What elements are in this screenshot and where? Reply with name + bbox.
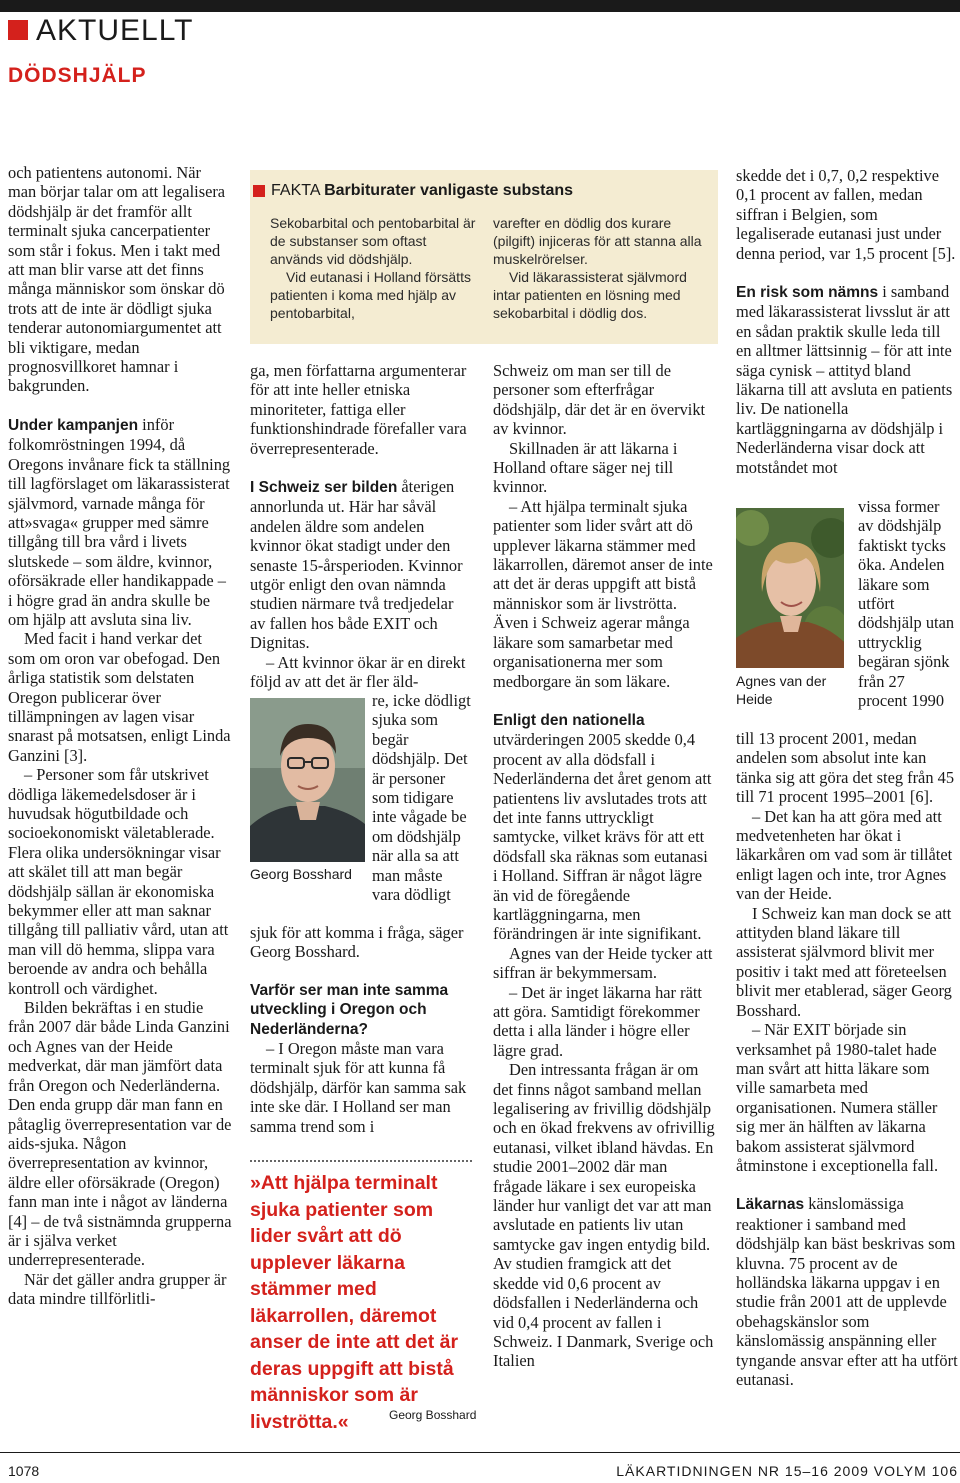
paragraph-text: återigen annorlunda ut. Här har såväl andelen äldre som andelen kvinnor ökat stadigt under den senaste 15-årsperioden. Kvinnor utgör enligt den ovan nämnda studien närmare två tredjedelar av fallen hos både EXIT och Dignitas.: [250, 477, 463, 653]
paragraph-text: känslomässiga reaktioner i samband med dödshjälp kan bäst beskrivas som kluvna. 75 procent av de holländska läkarna uppgav i en studie från 2001 att de upplevde obehagskänslor som känslomässig anspänning eller tyngande ansvar efter att ha utfört eutanasi.: [736, 1194, 958, 1389]
fact-paragraph: Vid eutanasi i Holland försätts patienten i koma med hjälp av pentobarbital,: [270, 269, 471, 321]
top-rule: [0, 0, 960, 12]
column-3: [493, 361, 715, 1371]
paragraph: Bilden bekräftas i en studie från 2007 där både Linda Ganzini och Agnes van der Heide medverkat, där man jämfört data från Oregon och Nederländerna. Den enda grupp där man fann en påtaglig överrepresentation var de aids-sjuka. Någon överrepresentation av kvinnor, äldre eller oförsäkrade (Oregon) fann man inte i något av länderna [4] – de två sistnämnda grupperna är i själva verket underrepresenterade.: [8, 998, 232, 1270]
paragraph: Agnes van der Heide tycker att siffran är bekymmersam.: [493, 943, 713, 983]
paragraph: och patientens autonomi. När man börjar talar om att legalisera dödshjälp är det framför allt terminalt sjuka cancerpatienter som står i fokus. Men i takt med att man blir varse att det finns många människor som önskar dö trots att de inte är dödligt sjuka tenderar autonomiargumentet att bli viktigare, medan prognosvillkoret hamnar i bakgrunden.: [8, 163, 226, 396]
column-2-wrap: [372, 691, 472, 904]
journal-issue: LÄKARTIDNINGEN NR 15–16 2009 VOLYM 106: [616, 1463, 958, 1479]
fact-label: FAKTA: [271, 182, 320, 199]
paragraph: – När EXIT började sin verksamhet på 1980-talet hade man svårt att hitta läkare som ville samarbeta med organisationen. Numera ställer sig mer än hälften av läkarna bakom assisterat självmord åtminstone i exceptionella fall.: [736, 1020, 939, 1175]
column-1: [8, 163, 232, 1309]
column-2: [250, 361, 472, 692]
article-kicker: DÖDSHJÄLP: [8, 64, 147, 87]
paragraph-lead: I Schweiz ser bilden: [250, 479, 398, 497]
paragraph: [736, 1194, 958, 1389]
column-4-wrap: [858, 497, 958, 710]
fact-column-right: [493, 214, 703, 322]
paragraph-text: i samband med läkarassisterat livsslut är att en sådan praktik skulle leda till en alltmer lättsinnig – för att inte säga cynisk – attityd bland läkarna till att avsluta en patients liv. De nationella kartläggningarna av dödshjälp i Nederländerna visar dock att motståndet mot: [736, 282, 953, 477]
paragraph: sjuk för att komma i fråga, säger Georg Bosshard.: [250, 923, 464, 962]
photo-georg-bosshard: [250, 698, 365, 862]
paragraph: Skillnaden är att läkarna i Holland oftare säger nej till kvinnor.: [493, 438, 678, 497]
paragraph: [736, 282, 958, 477]
paragraph: Med facit i hand verkar det som om oron var obefogad. Den årliga statistik som delstaten Oregon publicerar över tillämpningen av lagen visar snarast på motsatsen, enligt Linda Ganzini [3].: [8, 629, 231, 765]
fact-column-left: [270, 214, 480, 322]
paragraph: – Att kvinnor ökar är en direkt följd av att det är fler äld-: [250, 652, 466, 692]
footer-rule: [0, 1452, 960, 1453]
fact-box: [250, 170, 718, 344]
section-title: AKTUELLT: [36, 14, 194, 47]
fact-paragraph: varefter en dödlig dos kurare (pilgift) injiceras för att stanna alla muskelrörelser.: [493, 215, 702, 267]
fact-box-header: [250, 180, 573, 202]
column-2-continued: [250, 923, 472, 1136]
column-4-continued: [736, 729, 958, 1389]
paragraph-text: inför folkomröstningen 1994, då Oregons invånare fick ta ställning till lagförslaget om läkarassisterat självmord, varnade många för att»svaga« grupper med sämre tillgång till bra vård i livets slutskede – som äldre, kvinnor, oförsäkrade eller handikappade – i högre grad än andra skulle be om hjälp att avsluta sina liv.: [8, 414, 231, 629]
paragraph-lead: En risk som nämns: [736, 284, 879, 302]
paragraph: re, icke dödligt sjuka som begär dödshjälp. Det är personer som tidigare inte vågade be om dödshjälp när alla sa att man måste vara dödligt: [372, 691, 471, 905]
paragraph-lead: Enligt den nationella: [493, 711, 645, 729]
paragraph: ga, men författarna argumenterar för att inte heller etniska minoriteter, fattiga eller funktionshindrade förefaller vara överrepresenterade.: [250, 361, 467, 458]
paragraph: till 13 procent 2001, medan andelen som absolut inte kan tänka sig att göra det steg från 45 till 71 procent 1995–2001 [6].: [736, 729, 955, 807]
paragraph: – Det kan ha att göra med att medvetenheten har ökat i läkarkåren om vad som är tillåtet enligt lagen och inte, tror Agnes van der Heide.: [736, 806, 953, 904]
paragraph: – Att hjälpa terminalt sjuka patienter som lider svårt att dö upplever läkarna stämmer med läkarrollen, däremot anser de inte att det är deras uppgift att bistå människor som är livströtta. Även i Schweiz agerar många läkare som samarbetar med organisationerna mer som medborgare än som läkare.: [493, 496, 713, 691]
paragraph: Schweiz om man ser till de personer som efterfrågar dödshjälp, där det är en övervikt av kvinnor.: [493, 361, 706, 439]
paragraph-lead: Läkarnas: [736, 1196, 805, 1214]
question-heading: Varför ser man inte samma utveckling i Oregon och Nederländerna?: [250, 981, 449, 1038]
paragraph-text: utvärderingen 2005 skedde 0,4 procent av alla dödsfall i Nederländerna det året genom att patientens liv avslutades trots att det inte fanns uttryckligt samtycke, vilket krävs för att ett dödsfall ska räknas som eutanasi i Holland. Siffran är något lägre än vid de föregående kartläggningarna, men förändringen är inte signifikant.: [493, 730, 712, 944]
paragraph: När det gäller andra grupper är data mindre tillförlitli-: [8, 1269, 227, 1309]
section-marker: [8, 20, 28, 40]
paragraph: – I Oregon måste man vara terminalt sjuk för att kunna få dödshjälp, därför kan samma sak inte ske där. I Holland ser man samma trend som i: [250, 1039, 467, 1136]
photo-caption-bosshard: Georg Bosshard: [250, 866, 352, 882]
photo-agnes-van-der-heide: [736, 508, 844, 668]
paragraph: skedde det i 0,7, 0,2 respektive 0,1 procent av fallen, medan siffran i Belgien, som legaliserade eutanasi just under denna period, var 1,5 procent [5].: [736, 166, 956, 263]
fact-paragraph: Vid läkarassisterat självmord intar patienten en lösning med sekobarbital i dödlig dos.: [493, 269, 687, 321]
paragraph-lead: Under kampanjen: [8, 416, 139, 434]
paragraph: I Schweiz kan man dock se att attityden bland läkare till assisterat självmord blivit mer positiv i takt med att företeelsen blivit mer etablerad, säger Georg Bosshard.: [736, 903, 952, 1020]
paragraph: Den intressanta frågan är om det finns något samband mellan legalisering av frivillig dödshjälp och en ökad frekvens av ofrivillig eutanasi, vilket ibland hävdas. En studie 2001–2002 där man frågade läkare i sex europeiska länder hur vanligt det var att man avslutade en patients liv utan samtycke gav ingen entydig bild. Av studien framgick att det skedde vid 0,6 procent av dödsfallen i Nederländerna och vid 0,4 procent av fallen i Schweiz. I Danmark, Sverige och Italien: [493, 1060, 715, 1371]
page-number: 1078: [8, 1463, 40, 1479]
portrait-image: [736, 508, 844, 668]
column-4: [736, 166, 958, 477]
portrait-image: [250, 698, 365, 862]
paragraph: – Det är inget läkarna har rätt att göra. Samtidigt förekommer detta i alla länder i högre eller lägre grad.: [493, 982, 702, 1060]
photo-caption-van-der-heide: Agnes van der Heide: [736, 673, 827, 707]
pull-quote: »Att hjälpa terminalt sjuka patienter som lider svårt att dö upplever läkarna stämmer med läkarrollen, däremot anser de inte att det är deras uppgift att bistå människor som är livströtta.«: [250, 1172, 459, 1433]
fact-title: Barbiturater vanligaste substans: [324, 182, 574, 199]
paragraph: – Personer som får utskrivet dödliga läkemedelsdoser är i huvudsak högutbildade och socioekonomiskt väletablerade. Flera olika undersökningar visar att skälet till att man begär dödshjälp sällan är ekonomiska bekymmer eller att man saknar tillgång till palliativ vård, utan att man vill dö hemma, slippa vara beroende av andra och behålla kontroll och värdighet.: [8, 765, 229, 998]
fact-paragraph: Sekobarbital och pentobarbital är de substanser som oftast används vid dödshjälp.: [270, 215, 476, 267]
paragraph: vissa former av dödshjälp faktiskt tycks öka. Andelen läkare som utfört dödshjälp utan uttrycklig begäran sjönk från 27 procent 1990: [858, 497, 955, 711]
fact-marker: [253, 185, 265, 197]
paragraph: [493, 710, 715, 944]
pull-quote-attribution: Georg Bosshard: [389, 1408, 477, 1422]
paragraph: [250, 477, 472, 653]
paragraph: [8, 415, 232, 629]
pull-quote-divider: [250, 1160, 472, 1162]
